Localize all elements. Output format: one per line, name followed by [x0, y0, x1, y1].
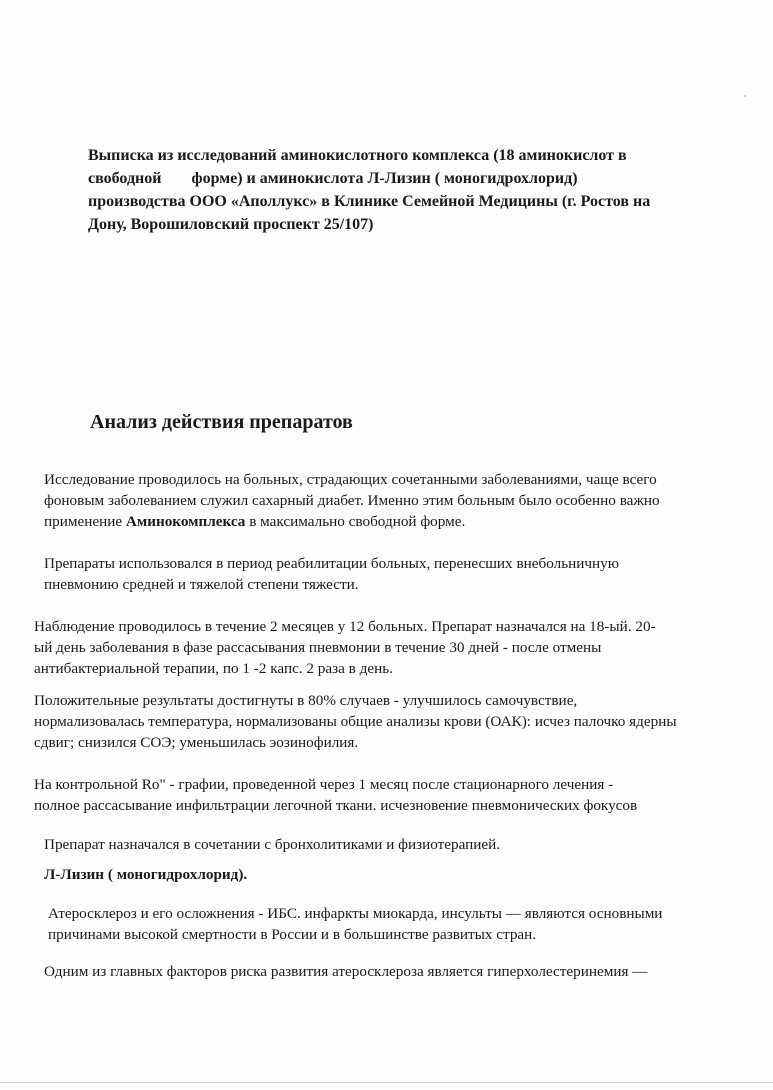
page-edge-line [0, 1082, 773, 1083]
paragraph-line: причинами высокой смертности в России и в большинстве развитых стран. [48, 926, 537, 943]
paragraph-line: Исследование проводилось на больных, страдающих сочетанными заболеваниями, чаще всего [44, 471, 657, 488]
paragraph-line: фоновым заболеванием служил сахарный диабет. Именно этим больным было особенно важно [44, 492, 660, 509]
title-line [88, 167, 738, 190]
title-line: производства ООО «Аполлукс» в Клинике Семейной Медицины (г. Ростов на [88, 193, 651, 210]
text-run-bold: Аминокомплекса [125, 513, 246, 530]
text-run: в максимально свободной форме. [245, 513, 466, 530]
paragraph-line: сдвиг; снизился СОЭ; уменьшилась эозинофилия. [34, 734, 359, 751]
paragraph-line: Наблюдение проводилось в течение 2 месяцев у 12 больных. Препарат назначался на 18-ый. 20- [34, 618, 656, 635]
paragraph-xray [34, 774, 740, 816]
paragraph-line: нормализовалась температура, нормализованы общие анализы крови (ОАК): исчез палочко ядерны [34, 713, 677, 730]
paragraph-combination [44, 834, 739, 855]
text-run: применение [44, 513, 126, 530]
paragraph-line: Атеросклероз и его осложнения - ИБС. инфаркты миокарда, инсульты — являются основными [48, 905, 663, 922]
section-heading: Анализ действия препаратов [90, 411, 353, 433]
paragraph-line: Одним из главных факторов риска развития атеросклероза является гиперхолестеринемия — [44, 963, 648, 980]
paragraph-line: Препарат назначался в сочетании с бронхолитиками и физиотерапией. [44, 836, 501, 853]
paragraph-study-population [44, 469, 739, 532]
title-line: Дону, Ворошиловский проспект 25/107) [88, 216, 374, 233]
paragraph-line: пневмонию средней и тяжелой степени тяжести. [44, 576, 359, 593]
paragraph-line: антибактериальной терапии, по 1 -2 капс. 2 раза в день. [34, 660, 393, 677]
paragraph-atherosclerosis [48, 903, 743, 945]
paragraph-observation [34, 616, 740, 679]
paragraph-line: Положительные результаты достигнуты в 80% случаев - улучшилось самочувствие, [34, 692, 578, 709]
title-line: Выписка из исследований аминокислотного комплекса (18 аминокислот в [88, 147, 627, 164]
paragraph-risk-factors [44, 961, 764, 982]
paragraph-line: Препараты использовался в период реабилитации больных, перенесших внебольничную [44, 555, 620, 572]
document-title [88, 144, 738, 236]
paragraph-results [34, 690, 754, 753]
scan-speck [744, 95, 746, 97]
paragraph-line: полное рассасывание инфильтрации легочной ткани. исчезновение пневмонических фокусов [34, 797, 638, 814]
subheading-lysine [44, 864, 739, 885]
paragraph-line: Л-Лизин ( моногидрохлорид). [44, 866, 248, 883]
title-line-prefix: свободной [88, 170, 162, 187]
paragraph-line: На контрольной Ro" - графии, проведенной через 1 месяц после стационарного лечения - [34, 776, 614, 793]
paragraph-line [44, 511, 739, 532]
paragraph-line: ый день заболевания в фазе рассасывания пневмонии в течение 30 дней - после отмены [34, 639, 602, 656]
title-line-rest: формe) и аминокислота Л-Лизин ( моногидрохлорид) [191, 170, 578, 187]
paragraph-rehabilitation [44, 553, 739, 595]
